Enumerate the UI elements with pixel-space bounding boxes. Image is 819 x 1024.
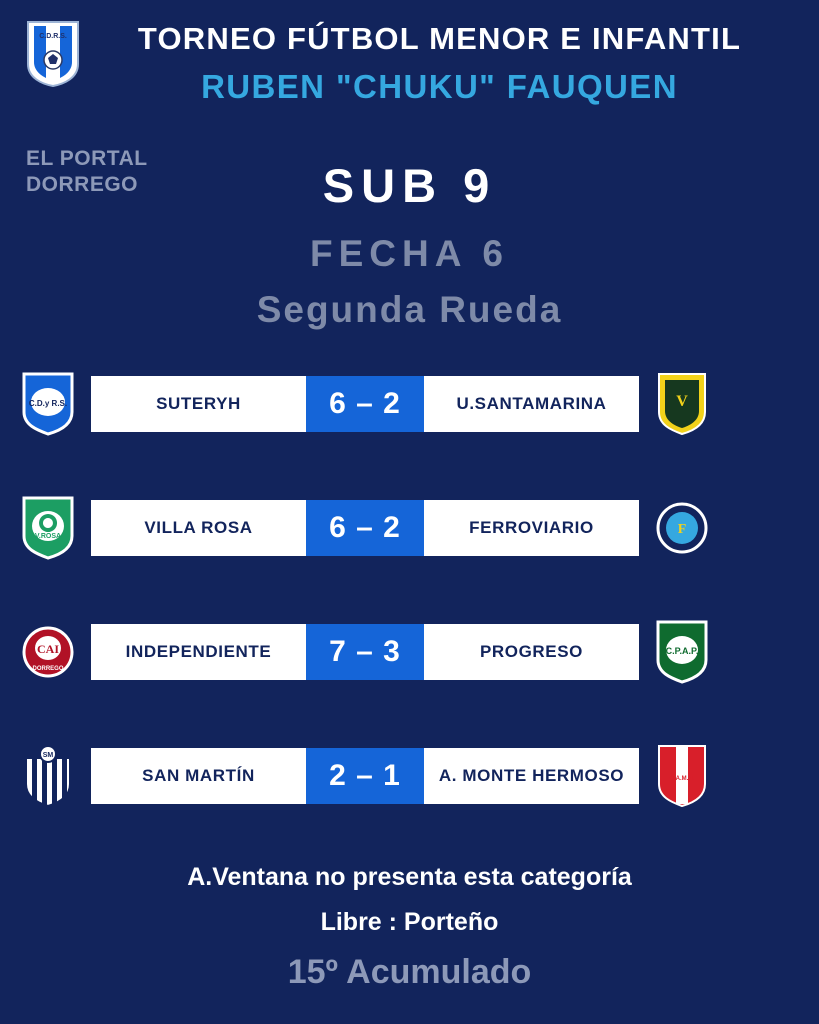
match-score: 2 – 1	[306, 748, 424, 804]
page-subtitle: RUBEN "CHUKU" FAUQUEN	[201, 68, 678, 106]
independiente-crest-icon	[18, 618, 78, 686]
away-team-name: PROGRESO	[424, 624, 639, 680]
svg-text:CAI: CAI	[36, 642, 60, 657]
portal-line1: EL PORTAL	[26, 147, 148, 170]
home-team-name: INDEPENDIENTE	[91, 624, 306, 680]
match-list	[0, 367, 819, 813]
category-fecha: FECHA 6	[310, 233, 509, 275]
table-row	[0, 739, 819, 813]
svg-text:C.P.A.P.: C.P.A.P.	[665, 646, 699, 657]
villarosa-crest-icon	[18, 494, 78, 562]
match-score: 6 – 2	[306, 500, 424, 556]
footer-note-acumulado: 15º Acumulado	[287, 953, 532, 992]
match-score: 6 – 2	[306, 376, 424, 432]
sanmartin-crest-icon	[18, 742, 78, 810]
away-team-name: FERROVIARIO	[424, 500, 639, 556]
portal-line2: DORREGO	[26, 173, 139, 197]
portal-label	[26, 146, 196, 199]
home-team-name: SUTERYH	[91, 376, 306, 432]
cdyrs-crest-icon	[18, 370, 78, 438]
svg-text:C.A.M.H.: C.A.M.H.	[669, 776, 695, 783]
svg-text:DORREGO: DORREGO	[32, 666, 64, 673]
page-title: TORNEO FÚTBOL MENOR E INFANTIL	[137, 21, 742, 56]
away-team-name: U.SANTAMARINA	[424, 376, 639, 432]
progreso-crest-icon	[652, 618, 712, 686]
match-score: 7 – 3	[306, 624, 424, 680]
away-team-name: A. MONTE HERMOSO	[424, 748, 639, 804]
category-division: SUB 9	[322, 159, 497, 213]
footer-note-absent: A.Ventana no presenta esta categoría	[187, 863, 632, 892]
svg-text:C.D.y R.S.: C.D.y R.S.	[28, 399, 68, 409]
svg-text:F: F	[677, 522, 687, 538]
footer-note-libre: Libre : Porteño	[320, 908, 499, 937]
table-row	[0, 491, 819, 565]
ferroviario-crest-icon	[652, 494, 712, 562]
svg-text:V: V	[676, 393, 688, 411]
poster-footer	[0, 863, 819, 992]
svg-text:C.D.R.S.: C.D.R.S.	[39, 33, 67, 40]
table-row	[0, 615, 819, 689]
club-crest-icon	[26, 20, 80, 88]
category-rueda: Segunda Rueda	[256, 289, 563, 331]
montehermoso-crest-icon	[652, 742, 712, 810]
home-team-name: VILLA ROSA	[91, 500, 306, 556]
svg-text:SM: SM	[42, 752, 54, 760]
table-row	[0, 367, 819, 441]
svg-text:V.ROSA: V.ROSA	[34, 533, 62, 541]
home-team-name: SAN MARTÍN	[91, 748, 306, 804]
santamarina-crest-icon	[652, 370, 712, 438]
